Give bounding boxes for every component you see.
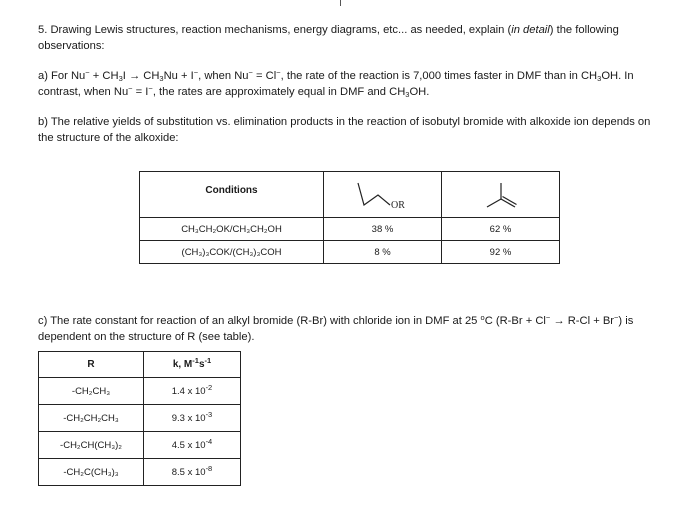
table-row [140,218,560,241]
substitution-yield-cell: 8 % [324,241,442,264]
condition-cell: CH₃CH₂OK/CH₃CH₂OH [140,218,324,241]
page-top-mark [340,0,341,6]
table-row [39,432,241,459]
rate-constant-header: k, $M^{-1}s^{-1}$ [144,352,241,378]
r-group-header: R [39,352,144,378]
svg-text:OR: OR [390,199,405,211]
r-group-cell: -CH₂CH₃ [39,378,144,405]
table-header-row [140,172,560,218]
isobutyl-ether-structure-icon [338,177,428,213]
rate-constant-table [38,351,241,486]
r-group-cell: -CH₂C(CH₃)₃ [39,459,144,486]
table-row [140,241,560,264]
table-header-row [39,352,241,378]
elimination-product-header [442,172,560,218]
table-row [39,459,241,486]
rate-constant-cell: 4.5 x $10^{-4}$ [144,432,241,459]
rate-constant-cell: 8.5 x $10^{-8}$ [144,459,241,486]
part-b-text: b) The relative yields of substitution vs. elimination products in the reaction of isobutyl bromide with alkoxide ion depends on the structure of the alkoxide: [38,116,651,144]
condition-cell: (CH₃)₃COK/(CH₃)₃COH [140,241,324,264]
part-a-text: a) For $Nu^- + CH_3I \to CH_3Nu + I^-$, when Nu− = Cl−, the rate of the reaction is 7,000 times faster in DMF than in $CH_3OH$. In contrast, when Nu− = I−, the rates are approximately equal in DMF and $CH_3OH$. [38,68,634,99]
table-row [39,405,241,432]
question-intro: 5. Drawing Lewis structures, reaction mechanisms, energy diagrams, etc... as needed, explain (in detail) the following observations: [38,24,619,52]
table-row [39,378,241,405]
alkoxide-yield-table [139,171,560,264]
r-group-cell: -CH₂CH₂CH₃ [39,405,144,432]
elimination-yield-cell: 62 % [442,218,560,241]
elimination-yield-cell: 92 % [442,241,560,264]
substitution-yield-cell: 38 % [324,218,442,241]
part-c-text: c) The rate constant for reaction of an alkyl bromide (R-Br) with chloride ion in DMF at 25 $^o$C (R-Br + Cl− → R-Cl + Br−) is dependent on the structure of R (see table). [38,313,634,343]
conditions-header: Conditions [140,172,324,218]
rate-constant-cell: 9.3 x $10^{-3}$ [144,405,241,432]
rate-constant-cell: 1.4 x $10^{-2}$ [144,378,241,405]
r-group-cell: -CH₂CH(CH₃)₂ [39,432,144,459]
substitution-product-header [324,172,442,218]
isobutylene-structure-icon [471,177,531,213]
